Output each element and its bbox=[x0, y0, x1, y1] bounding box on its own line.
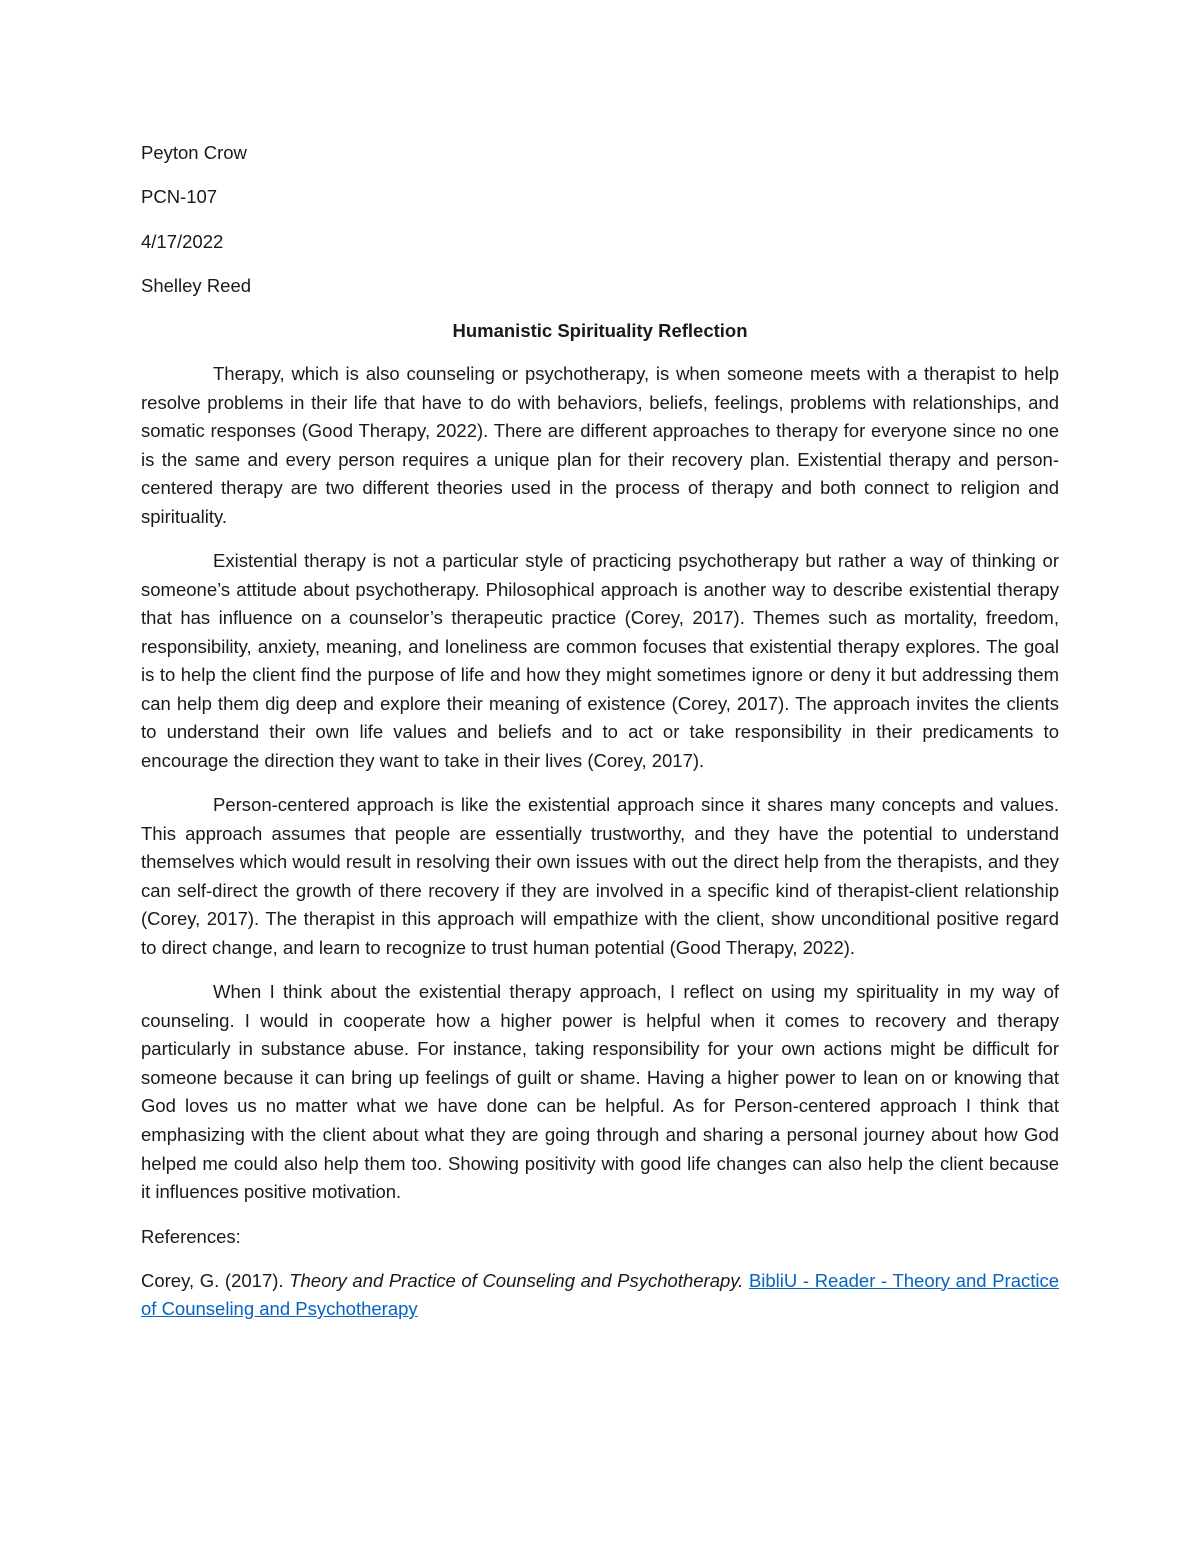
body-paragraph: Person-centered approach is like the existential approach since it shares many concepts and values. This approach assumes that people are essentially trustworthy, and they have the potential to understand themselves which would result in resolving their own issues with out the direct help from the therapists, and they can self-direct the growth of there recovery if they are involved in a specific kind of therapist-client relationship (Corey, 2017). The therapist in this approach will empathize with the client, show unconditional positive regard to direct change, and learn to recognize to trust human potential (Good Therapy, 2022). bbox=[141, 794, 1059, 959]
references-heading: References: bbox=[141, 1226, 241, 1248]
reference-link[interactable]: BibliU - Reader - Theory and Practice of Counseling and Psychotherapy bbox=[141, 1269, 1060, 1320]
body-paragraph: Therapy, which is also counseling or psychotherapy, is when someone meets with a therapist to help resolve problems in their life that have to do with behaviors, beliefs, feelings, problems with relationships, and somatic responses (Good Therapy, 2022). There are different approaches to therapy for everyone since no one is the same and every person requires a unique plan for their recovery plan. Existential therapy and person-centered therapy are two different theories used in the process of therapy and both connect to religion and spirituality. bbox=[141, 362, 1059, 527]
reference-work-title: Theory and Practice of Counseling and Psychotherapy. bbox=[289, 1269, 744, 1291]
body-paragraph: Existential therapy is not a particular style of practicing psychotherapy but rather a way of thinking or someone’s attitude about psychotherapy. Philosophical approach is another way to describe existential therapy that has influence on a counselor’s therapeutic practice (Corey, 2017). Themes such as mortality, freedom, responsibility, anxiety, meaning, and loneliness are common focuses that existential therapy explores. The goal is to help the client find the purpose of life and how they might sometimes ignore or deny it but addressing them can help them dig deep and explore their meaning of existence (Corey, 2017). The approach invites the clients to understand their own life values and beliefs and to act or take responsibility in their predicaments to encourage the direction they want to take in their lives (Corey, 2017). bbox=[141, 549, 1059, 772]
body-paragraph: When I think about the existential therapy approach, I reflect on using my spirituality in my way of counseling. I would in cooperate how a higher power is helpful when it comes to recovery and therapy particularly in substance abuse. For instance, taking responsibility for your own actions might be difficult for someone because it can bring up feelings of guilt or shame. Having a higher power to lean on or knowing that God loves us no matter what we have done can be helpful. As for Person-centered approach I think that emphasizing with the client about what they are going through and sharing a personal journey about how God helped me could also help them too. Showing positivity with good life changes can also help the client because it influences positive motivation. bbox=[141, 981, 1059, 1203]
instructor-name: Shelley Reed bbox=[141, 275, 252, 297]
submission-date: 4/17/2022 bbox=[141, 230, 224, 252]
document-title: Humanistic Spirituality Reflection bbox=[452, 319, 748, 341]
reference-entry bbox=[141, 1267, 1059, 1324]
reference-authors-year: Corey, G. (2017). bbox=[141, 1269, 290, 1291]
document-page bbox=[141, 138, 1059, 1324]
author-name: Peyton Crow bbox=[141, 142, 247, 163]
course-code: PCN-107 bbox=[141, 186, 218, 208]
